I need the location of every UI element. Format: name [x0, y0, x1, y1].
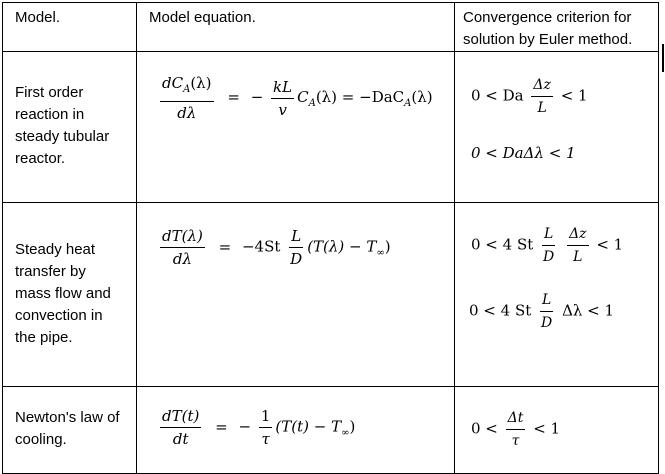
equals-sign: =	[218, 237, 232, 256]
minus-sign: −	[238, 417, 252, 436]
table-row	[3, 52, 659, 203]
criterion-cell	[455, 387, 659, 474]
equals-sign: =	[227, 88, 240, 106]
model-name	[3, 407, 120, 451]
criterion-cell	[455, 52, 659, 203]
header-model-cell	[3, 3, 137, 52]
model-line: First order	[15, 84, 84, 101]
model-line: steady tubular	[15, 128, 110, 145]
model-line: transfer by	[15, 263, 86, 280]
header-equation: Model equation.	[149, 9, 256, 26]
lhs-fraction: $\frac{dT(\lambda)}{d\lambda}$	[162, 227, 203, 268]
table-row	[3, 387, 659, 474]
criterion-1: 0 < Da $\frac{\Delta z}{L}$ < 1	[471, 77, 588, 116]
header-criterion-cell	[455, 3, 659, 52]
table-row	[3, 203, 659, 387]
model-equation: $\frac{dT(\lambda)}{d\lambda}$ = −4St $\frac{L}{D}$ $(T(\lambda) - T_\infty)$	[162, 227, 391, 268]
model-name	[3, 239, 111, 349]
criterion-2: 0 < 4 St $\frac{L}{D}$ Δλ < 1	[469, 292, 615, 331]
model-line: the pipe.	[15, 329, 73, 346]
model-cell	[3, 52, 137, 203]
criterion-cell	[455, 203, 659, 387]
ratio-fraction: $\frac{L}{D}$	[290, 227, 303, 268]
equation-cell	[137, 52, 455, 203]
criterion-1: 0 < 4 St $\frac{L}{D}$ $\frac{\Delta z}{L}$ < 1	[471, 226, 624, 265]
criterion-2: 0 < DaΔλ < 1	[471, 144, 576, 162]
model-line: mass flow and	[15, 285, 111, 302]
model-cell	[3, 203, 137, 387]
model-equation: $\frac{dT(t)}{dt}$ = − $\frac{1}{\tau}$ $(T(t) - T_\infty)$	[162, 407, 356, 448]
equals-sign: =	[215, 417, 228, 436]
minus-sign: −	[250, 88, 264, 106]
model-table	[2, 2, 659, 474]
time-constant-fraction: $\frac{1}{\tau}$	[260, 407, 271, 448]
model-equation: $\frac{dC_A(\lambda)}{d\lambda}$ = − $\frac{kL}{v}$ $C_A(\lambda) = -DaC_A(\lambda)$	[162, 74, 433, 122]
equation-cell	[137, 387, 455, 474]
model-line: reactor.	[15, 150, 66, 167]
coefficient: −4St	[241, 237, 281, 256]
model-line: Newton's law of	[15, 409, 120, 426]
model-line: Steady heat	[15, 241, 96, 258]
model-line: reaction in	[15, 106, 85, 123]
header-model: Model.	[15, 9, 61, 26]
lhs-fraction: $\frac{dC_A(\lambda)}{d\lambda}$	[162, 74, 212, 122]
model-cell	[3, 387, 137, 474]
model-name	[3, 82, 109, 170]
criterion-1: 0 < $\frac{\Delta t}{\tau}$ < 1	[471, 410, 561, 449]
table-header-row	[3, 3, 659, 52]
header-equation-cell	[137, 3, 455, 52]
rate-fraction: $\frac{kL}{v}$	[273, 77, 293, 119]
model-line: cooling.	[15, 431, 67, 448]
lhs-fraction: $\frac{dT(t)}{dt}$	[162, 407, 200, 448]
header-criterion: Convergence criterion for solution by Euler method.	[463, 9, 633, 48]
model-line: convection in	[15, 307, 103, 324]
cell-edge-mark	[662, 44, 664, 72]
equation-cell	[137, 203, 455, 387]
